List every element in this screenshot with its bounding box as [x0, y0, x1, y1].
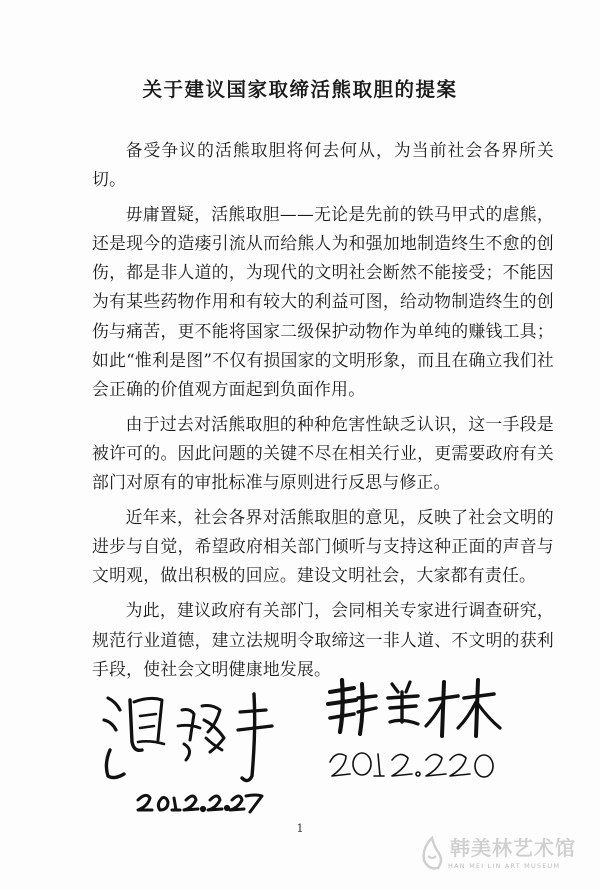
document-body	[92, 136, 554, 690]
paragraph-1: 备受争议的活熊取胆将何去何从，为当前社会各界所关切。	[92, 140, 554, 190]
document-title: 关于建议国家取缔活熊取胆的提案	[142, 78, 458, 101]
paragraph-2: 毋庸置疑，活熊取胆——无论是先前的铁马甲式的虐熊，还是现今的造瘘引流从而给熊人为和强加地制造终生不愈的创伤，都是非人道的，为现代的文明社会断然不能接受；不能因为有某些药物作用和有较大的利益可图，给动物制造终生的创伤与痛苦，更不能将国家二级保护动物作为单纯的赚钱工具；如此“惟利是图”不仅有损国家的文明形象，而且在确立我们社会正确的价值观方面起到负面作用。	[92, 204, 554, 399]
paragraph-5: 为此，建议政府有关部门，会同相关专家进行调查研究，规范行业道德，建立法规明令取缔这一非人道、不文明的获利手段，使社会文明健康地发展。	[92, 600, 554, 679]
page-number: 1	[296, 822, 304, 835]
left-signature	[90, 680, 290, 830]
right-signature	[318, 670, 518, 790]
paragraph-4: 近年来，社会各界对活熊取胆的意见，反映了社会文明的进步与自觉，希望政府相关部门倾听与支持这种正面的声音与文明观，做出积极的回应。建设文明社会，大家都有责任。	[92, 507, 554, 586]
signature-area	[90, 670, 510, 820]
museum-watermark	[418, 830, 588, 878]
paragraph-3: 由于过去对活熊取胆的种种危害性缺乏认识，这一手段是被许可的。因此问题的关键不尽在相关行业，更需要政府有关部门对原有的审批标准与原则进行反思与修正。	[92, 413, 554, 493]
museum-name-cn: 韩美林艺术馆	[450, 836, 576, 860]
museum-name-en: HAN MEI LIN ART MUSEUM	[448, 862, 561, 870]
museum-logo-icon	[418, 834, 446, 874]
